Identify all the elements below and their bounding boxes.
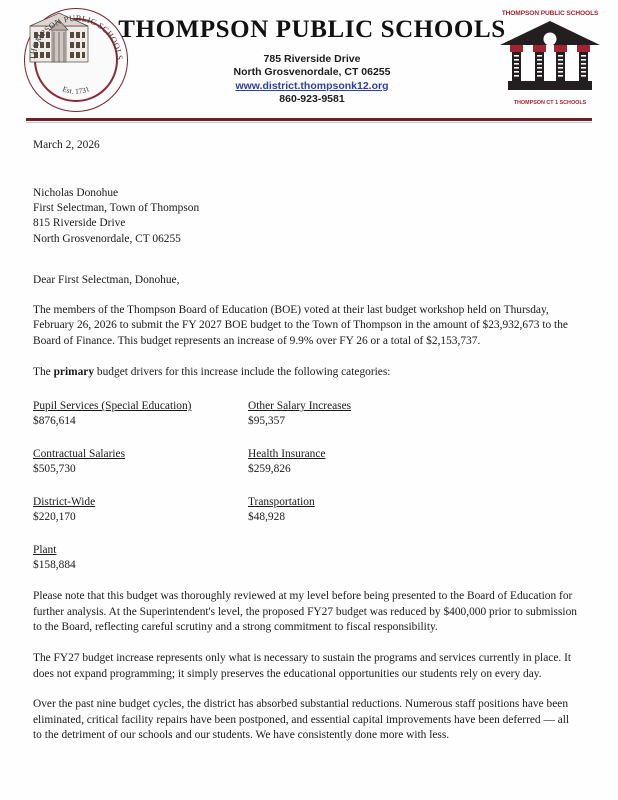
budget-category-row — [33, 492, 585, 525]
seal-est-label: Est. 1731 — [61, 84, 91, 96]
letterhead — [0, 0, 618, 118]
budget-category-row — [33, 444, 585, 477]
budget-category-amount: $505,730 — [33, 463, 76, 476]
paragraph-superintendent-review: Please note that this budget was thoroughly reviewed at my level before being presented to the Board of Education for further analysis. At the Superintendent's level, the proposed FY27 budget was reduced by $400,000 prior to submission to the Board, reflecting careful scrutiny and a strong commitment to fiscal responsibility. — [33, 590, 577, 634]
budget-category-amount: $95,357 — [248, 415, 286, 428]
paragraph-past-reductions: Over the past nine budget cycles, the district has absorbed substantial reductions. Numerous staff positions have been eliminated, critical facility repairs have been postponed, and essential capital improvements have been deferred — all to the detriment of our schools and our students. We have consistently done more with less. — [33, 698, 570, 742]
budget-category-row — [33, 396, 585, 429]
paragraph-budget-sustains-programs: The FY27 budget increase represents only what is necessary to sustain the programs and services currently in place. It does not expand programming; it simply preserves the educational opportunities our students rely on every day. — [33, 651, 572, 680]
address-city-state-zip: North Grosvenordale, CT 06255 — [233, 66, 391, 78]
budget-category-item — [33, 540, 248, 573]
budget-category-item — [33, 396, 248, 429]
budget-category-amount: $876,614 — [33, 415, 76, 428]
budget-category-amount: $158,884 — [33, 559, 76, 572]
budget-category-amount: $220,170 — [33, 511, 76, 524]
budget-category-name: Health Insurance — [248, 448, 326, 461]
logo-columns-icon — [496, 19, 604, 95]
budget-category-name: Plant — [33, 544, 57, 557]
district-website-link[interactable]: www.district.thompsonk12.org — [235, 79, 389, 92]
recipient-title: First Selectman, Town of Thompson — [33, 202, 200, 215]
budget-category-row — [33, 540, 585, 573]
letter-body — [33, 138, 585, 759]
district-logo — [496, 10, 604, 114]
budget-drivers-intro — [33, 365, 585, 381]
header-divider — [26, 118, 592, 121]
budget-category-amount: $48,928 — [248, 511, 286, 524]
budget-category-item — [248, 444, 463, 477]
budget-category-name: Contractual Salaries — [33, 448, 126, 461]
budget-category-name: Pupil Services (Special Education) — [33, 400, 192, 413]
logo-banner-label: THOMPSON CT 1 SCHOOLS — [513, 100, 587, 106]
address-street: 785 Riverside Drive — [263, 52, 361, 65]
paragraph-budget-vote: The members of the Thompson Board of Education (BOE) voted at their last budget workshop held on Thursday, February 26, 2026 to submit the FY 2027 BOE budget to the Town of Thompson in the amount of $23,932,673 to the Board of Finance. This budget represents an increase of 9.9% over FY 26 or a total of $2,153,737. — [33, 303, 568, 347]
drivers-intro-after: budget drivers for this increase include the following categories: — [94, 365, 391, 378]
drivers-intro-emphasis: primary — [53, 365, 95, 378]
budget-category-item — [248, 396, 463, 429]
organization-title: THOMPSON PUBLIC SCHOOLS — [118, 16, 506, 43]
recipient-address-block — [33, 186, 585, 247]
budget-category-name: Other Salary Increases — [248, 400, 352, 413]
logo-title-label: THOMPSON PUBLIC SCHOOLS — [501, 10, 599, 17]
salutation: Dear First Selectman, Donohue, — [33, 273, 180, 286]
letter-date: March 2, 2026 — [33, 139, 100, 151]
budget-category-name: District-Wide — [33, 496, 96, 509]
budget-category-item — [248, 492, 463, 525]
recipient-city-state-zip: North Grosvenordale, CT 06255 — [33, 232, 181, 245]
drivers-intro-before: The — [33, 365, 54, 378]
budget-categories-list — [33, 396, 585, 573]
budget-category-name: Transportation — [248, 496, 315, 509]
budget-category-item — [33, 492, 248, 525]
recipient-name: Nicholas Donohue — [33, 187, 119, 199]
budget-category-amount: $259,826 — [248, 463, 291, 476]
seal-arc-label: THOMPSON PUBLIC SCHOOLS — [27, 13, 125, 61]
header-divider-shadow — [26, 122, 592, 123]
address-phone: 860-923-9581 — [279, 93, 345, 105]
recipient-street: 815 Riverside Drive — [33, 217, 126, 230]
budget-category-item — [33, 444, 248, 477]
budget-category-empty-slot — [248, 540, 463, 573]
